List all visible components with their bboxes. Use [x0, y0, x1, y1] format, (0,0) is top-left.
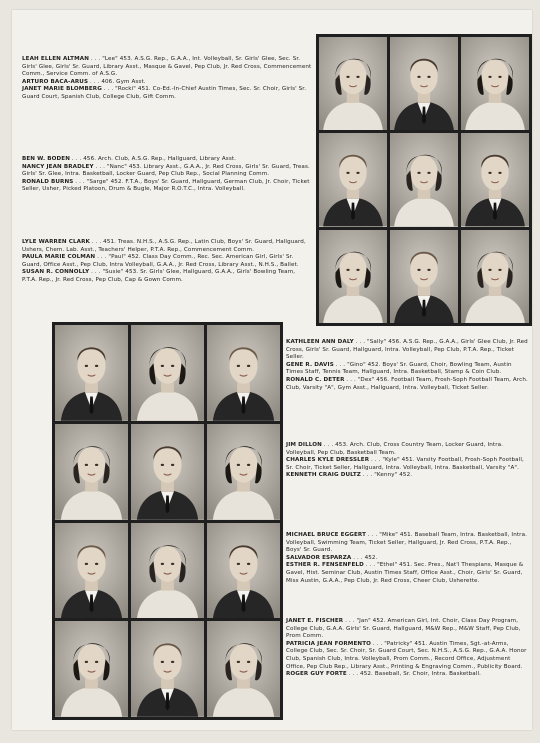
- yearbook-page: [12, 10, 532, 730]
- senior-entry: [286, 472, 528, 480]
- senior-activities: . . . "Rocki" 451. Co-Ed.-In-Chief Austin Times, Sec. Sr. Choir, Girls' Sr. Guard Court, Spanish Club, College Club, Gift Comm.: [22, 86, 307, 100]
- senior-name: JANET E. FISCHER: [286, 618, 344, 624]
- senior-activities: . . . 452. Baseball, Sr. Choir, Intra. Basketball.: [346, 671, 482, 678]
- senior-activities: . . . "Dex" 456. Football Team, Frosh-Soph Football Team, Arch. Club, Varsity "A", Gym Asst., Hallguard, Intra. Volleyball, Ticket Seller.: [286, 376, 528, 391]
- senior-portrait-photo: [131, 424, 204, 520]
- senior-activities: . . . "Sally" 456. A.S.G. Rep., G.A.A., Girls' Glee Club, Jr. Red Cross, Girls' Sr. Guard, Hallguard, Intra. Volleyball, Pep Club, P.T.A. Rep., Ticket Seller.: [286, 339, 528, 361]
- senior-entry: [286, 555, 528, 563]
- senior-name: RONALD BURNS: [22, 178, 74, 185]
- senior-portrait-photo: [55, 424, 128, 520]
- senior-name: MICHAEL BRUCE EGGERT: [286, 532, 367, 538]
- senior-portrait-photo: [461, 133, 529, 226]
- senior-activities: . . . "Ethel" 451. Sec. Pres., Nat'l Thespians, Masque & Gavel, Hist. Seminar Club, Austin Times Staff, Office Asst., Choir, Girls' Sr. Guard, Miss Austin, G.A.A., Pep Club, Jr. Red Cross, Cheer Club, Usherette.: [286, 562, 524, 584]
- senior-portrait-photo: [207, 325, 280, 421]
- senior-entry: [286, 532, 528, 555]
- senior-list-lower-left: [22, 239, 312, 285]
- senior-list-right-1: [286, 339, 528, 392]
- senior-entry: [286, 339, 528, 362]
- senior-portrait-photo: [390, 133, 458, 226]
- senior-portrait-photo: [207, 523, 280, 619]
- senior-name: ROGER GUY FORTE: [286, 671, 347, 678]
- senior-portrait-photo: [207, 424, 280, 520]
- senior-name: PAULA MARIE COLMAN: [22, 254, 96, 261]
- senior-portrait-photo: [390, 230, 458, 323]
- senior-portrait-photo: [131, 523, 204, 619]
- senior-entry: [22, 56, 312, 79]
- senior-name: PATRICIA JEAN FORMENTO: [286, 640, 371, 647]
- senior-activities: . . . "Jan" 452. American Girl, Int. Choir, Class Day Program, College Club, G.A.A. Girls' Sr. Guard, Hallguard, M&W Rep., M&W Staff, Pep Club, Prom Comm.: [286, 618, 521, 640]
- senior-name: SUSAN R. CONNOLLY: [22, 269, 90, 276]
- senior-activities: . . . 452.: [351, 554, 378, 561]
- senior-activities: . . . "Susie" 453. Sr. Girls' Glee, Hallguard, G.A.A., Girls' Bowling Team, P.T.A. Rep., Jr. Red Cross, Pep Club, Cap & Gown Comm.: [22, 269, 296, 283]
- senior-activities: . . . "Patricky" 451. Austin Times, Sgt.-at-Arms, College Club, Sec. Sr. Choir, Sr. Guard Court, Sec. N.H.S., A.S.G. Rep., G.A.A. Honor Club, Spanish Club, Intra. Volleyball, Prom Comm., Record Office, Adjustment Office, Pep Club Rep., Library Asst., Printing & Engraving Comm., Publicity Board.: [286, 640, 527, 670]
- senior-activities: . . . "Paul" 452. Class Day Comm., Rec. Sec. American Girl, Girls' Sr. Guard, Office Asst., Pep Club, Intra Volleyball, G.A.A., Jr. Red Cross, Library Asst., N.H.S., Ballet.: [22, 254, 299, 268]
- senior-name: KATHLEEN ANN DALY: [286, 339, 354, 345]
- senior-entry: [22, 179, 312, 194]
- senior-list-top-left: [22, 56, 312, 102]
- senior-entry: [22, 79, 312, 87]
- senior-portrait-photo: [319, 230, 387, 323]
- senior-entry: [286, 618, 528, 641]
- senior-name: JIM DILLON: [286, 442, 322, 448]
- portrait-grid-top: [316, 34, 532, 326]
- senior-name: ESTHER R. FENSENFELD: [286, 562, 364, 569]
- senior-activities: . . . "Mike" 451. Baseball Team, Intra. Basketball, Intra. Volleyball, Swimming Team, Ticket Seller, Hallguard, Jr. Red Cross, P.T.A. Rep., Boys' Sr. Guard.: [286, 532, 527, 554]
- senior-entry: [286, 641, 528, 671]
- senior-activities: . . . 451. Treas. N.H.S., A.S.G. Rep., Latin Club, Boys' Sr. Guard, Hallguard, Ushers, Chem. Lab. Asst., Teachers' Helper, P.T.A. Rep., Commencement Comm.: [22, 239, 306, 253]
- senior-name: JANET MARIE BLOMBERG: [22, 86, 102, 93]
- senior-activities: . . . "Nanc" 453. Library Asst., G.A.A., Jr. Red Cross, Girls' Sr. Guard, Treas. Girls' Sr. Glee, Intra. Basketball, Locker Guard, Pep Club Rep., Social Planning Comm.: [22, 163, 310, 178]
- senior-list-right-4: [286, 618, 528, 679]
- senior-entry: [22, 86, 312, 101]
- senior-name: ARTURO BACA-ARUS: [22, 78, 89, 85]
- senior-list-right-2: [286, 442, 528, 480]
- senior-activities: . . . "Kyle" 451. Varsity Football, Frosh-Soph Football, Sr. Choir, Ticket Seller, Hallguard, Intra. Volleyball, Intra. Basketball, Varsity "A".: [286, 457, 524, 471]
- senior-entry: [286, 671, 528, 679]
- senior-portrait-photo: [55, 523, 128, 619]
- senior-list-right-3: [286, 532, 528, 585]
- senior-portrait-photo: [390, 37, 458, 130]
- senior-entry: [286, 377, 528, 392]
- senior-entry: [22, 164, 312, 179]
- senior-activities: . . . "Gino" 452. Boys' Sr. Guard, Choir, Bowling Team, Austin Times Staff, Tennis Team, Hallguard, Intra. Basketball, Stamp & Coin Club.: [286, 361, 512, 376]
- senior-entry: [22, 254, 312, 269]
- senior-list-mid-left: [22, 156, 312, 194]
- senior-activities: . . . 406. Gym Asst.: [88, 78, 146, 85]
- senior-portrait-photo: [461, 230, 529, 323]
- senior-name: CHARLES KYLE DRESSLER: [286, 457, 370, 464]
- senior-name: LEAH ELLEN ALTMAN: [22, 56, 90, 62]
- senior-activities: . . . 456. Arch. Club, A.S.G. Rep., Hallguard, Library Asst.: [70, 156, 237, 162]
- senior-portrait-photo: [461, 37, 529, 130]
- senior-activities: . . . 453. Arch. Club, Cross Country Team, Locker Guard, Intra. Volleyball, Pep Club, Basketball Team.: [286, 442, 504, 456]
- senior-entry: [286, 442, 528, 457]
- senior-activities: . . . "Kenny" 452.: [360, 472, 413, 479]
- senior-activities: . . . "Sarge" 452. F.T.A., Boys' Sr. Guard, Hallguard, German Club, Jr. Choir, Ticket Seller, Usher, Picked Platoon, Drum & Bugle, Major R.O.T.C., Intra. Volleyball.: [22, 178, 310, 193]
- senior-activities: . . . "Lee" 453. A.S.G. Rep., G.A.A., Int. Volleyball, Sr. Girls' Glee, Sec. Sr. Girls' Glee, Girls' Sr. Guard, Library Asst., Masque & Gavel, Pep Club, Jr. Red Cross, Commencement Comm., Service Comm. of A.S.G.: [22, 56, 312, 78]
- senior-entry: [22, 239, 312, 254]
- senior-name: KENNETH CRAIG DULTZ: [286, 472, 361, 479]
- senior-entry: [286, 562, 528, 585]
- senior-name: SALVADOR ESPARZA: [286, 554, 352, 561]
- senior-portrait-photo: [207, 621, 280, 717]
- senior-name: LYLE WARREN CLARK: [22, 239, 90, 245]
- senior-entry: [22, 269, 312, 284]
- senior-entry: [286, 457, 528, 472]
- portrait-grid-bottom: [52, 322, 283, 720]
- senior-portrait-photo: [55, 325, 128, 421]
- senior-name: GENE R. DAVIS: [286, 361, 334, 368]
- senior-entry: [22, 156, 312, 164]
- senior-entry: [286, 362, 528, 377]
- senior-portrait-photo: [319, 133, 387, 226]
- senior-name: BEN W. BODEN: [22, 156, 71, 162]
- senior-name: RONALD C. DETER: [286, 376, 345, 383]
- senior-name: NANCY JEAN BRADLEY: [22, 163, 94, 170]
- senior-portrait-photo: [131, 621, 204, 717]
- senior-portrait-photo: [131, 325, 204, 421]
- senior-portrait-photo: [319, 37, 387, 130]
- senior-portrait-photo: [55, 621, 128, 717]
